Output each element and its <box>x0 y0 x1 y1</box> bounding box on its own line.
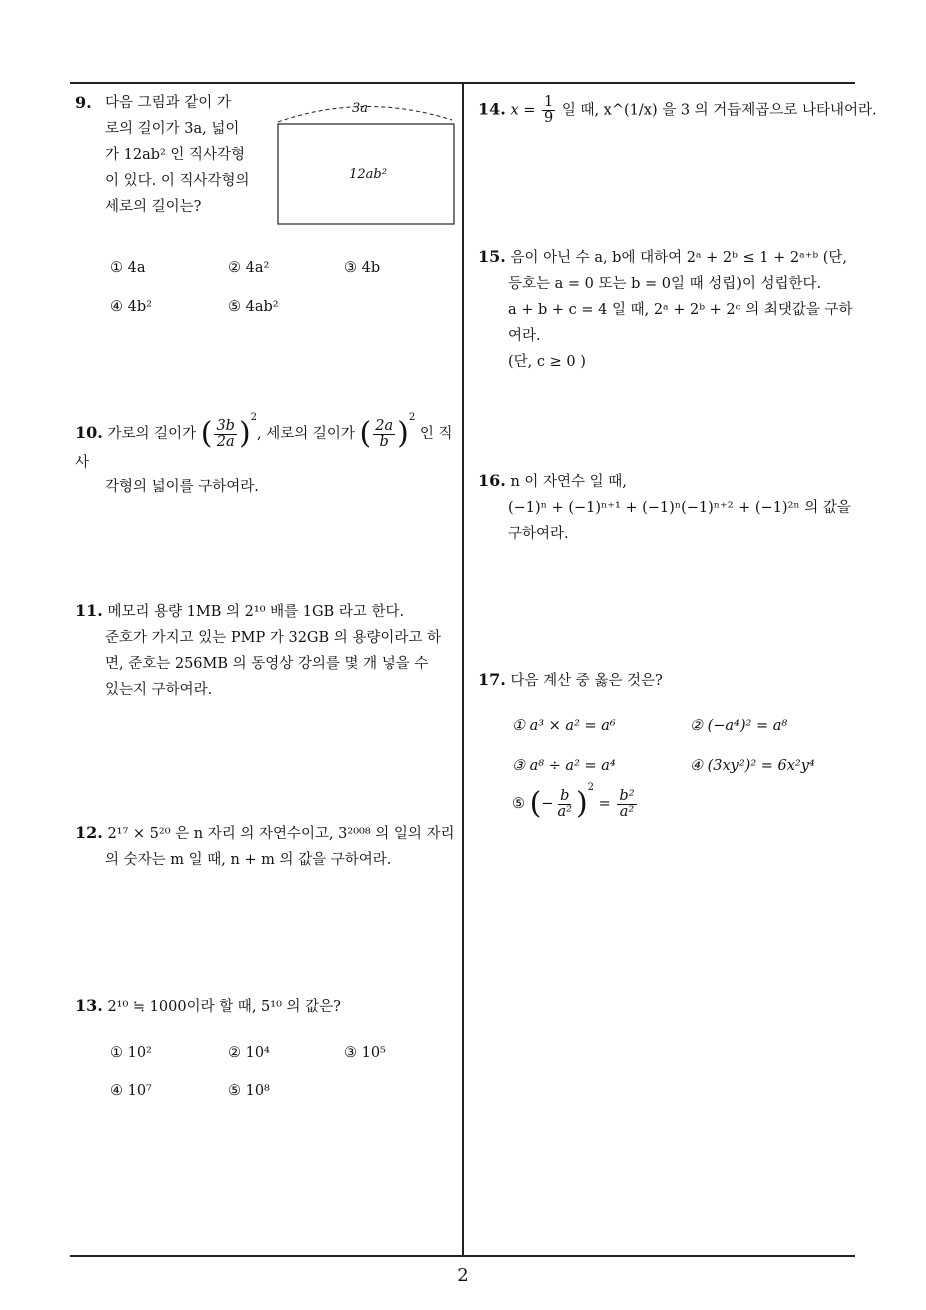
q17-option-1[interactable]: ① a³ × a² = a⁶ <box>512 718 616 734</box>
left-paren: ( <box>529 786 542 821</box>
question-9 <box>75 90 265 215</box>
fraction <box>214 419 237 450</box>
numerator: b² <box>619 787 635 804</box>
question-number: 14. <box>478 99 506 119</box>
exponent: 2 <box>587 782 595 793</box>
q13-option-3[interactable]: ③ 10⁵ <box>344 1045 386 1061</box>
question-12 <box>75 820 460 873</box>
numerator: 1 <box>544 94 554 110</box>
text-line: 구하여라. <box>508 526 569 542</box>
question-15 <box>478 244 863 375</box>
minus-sign: − <box>541 796 554 812</box>
right-paren: ) <box>238 416 251 451</box>
area-label: 12ab² <box>349 167 387 182</box>
question-number: 10. <box>75 423 103 442</box>
numerator: 2a <box>375 417 394 434</box>
text-line: (−1)ⁿ + (−1)ⁿ⁺¹ + (−1)ⁿ(−1)ⁿ⁺² + (−1)²ⁿ 의 값을 <box>508 500 851 516</box>
question-16 <box>478 468 863 547</box>
text-line: 준호가 가지고 있는 PMP 가 32GB 의 용량이라고 하 <box>105 630 442 646</box>
fraction <box>617 789 636 820</box>
question-text: 인 직사 <box>75 426 453 471</box>
question-13 <box>75 993 460 1020</box>
q9-option-1[interactable]: ① 4a <box>110 260 146 276</box>
q13-option-5[interactable]: ⑤ 10⁸ <box>228 1083 270 1099</box>
text-line: 의 숫자는 m 일 때, n + m 의 값을 구하여라. <box>105 852 392 868</box>
question-number: 11. <box>75 601 103 620</box>
denominator: 9 <box>544 110 554 126</box>
text-line: 2¹⁷ × 5²⁰ 은 n 자리 의 자연수이고, 3²⁰⁰⁸ 의 일의 자리 <box>107 826 455 842</box>
text-line: a + b + c = 4 일 때, 2ᵃ + 2ᵇ + 2ᶜ 의 최댓값을 구하여라. <box>508 302 853 344</box>
question-17 <box>478 667 863 694</box>
exponent: 2 <box>408 412 416 423</box>
question-text: 각형의 넓이를 구하여라. <box>105 478 259 495</box>
text-line: n 이 자연수 일 때, <box>510 474 627 490</box>
question-14 <box>478 94 877 126</box>
question-number: 9. <box>75 93 92 112</box>
q17-option-2[interactable]: ② (−a⁴)² = a⁸ <box>690 718 788 734</box>
question-number: 13. <box>75 996 103 1015</box>
q9-option-3[interactable]: ③ 4b <box>344 260 381 276</box>
text-line: 면, 준호는 256MB 의 동영상 강의를 몇 개 넣을 수 <box>105 656 429 672</box>
right-paren: ) <box>397 416 409 451</box>
q9-option-5[interactable]: ⑤ 4ab² <box>228 299 279 315</box>
text-line: 가 12ab² 인 직사각형 <box>105 147 246 163</box>
question-text: 가로의 길이가 <box>107 426 197 442</box>
q13-option-4[interactable]: ④ 10⁷ <box>110 1083 152 1099</box>
q17-option-4[interactable]: ④ (3xy²)² = 6x²y⁴ <box>690 758 815 774</box>
question-text: 일 때, x^(1/x) 을 3 의 거듭제곱으로 나타내어라. <box>561 102 877 119</box>
denominator: a² <box>619 803 635 820</box>
question-number: 12. <box>75 823 103 842</box>
right-paren: ) <box>575 786 588 821</box>
fraction <box>373 419 395 450</box>
fraction <box>542 95 555 126</box>
q13-option-2[interactable]: ② 10⁴ <box>228 1045 270 1061</box>
bottom-rule <box>70 1255 855 1257</box>
numerator: b <box>560 787 570 804</box>
rectangle-figure <box>272 96 462 231</box>
question-text: , 세로의 길이가 <box>257 426 355 442</box>
denominator: a² <box>557 803 572 820</box>
q17-option-3[interactable]: ③ a⁸ ÷ a² = a⁴ <box>512 758 616 774</box>
text-line: 세로의 길이는? <box>105 199 202 215</box>
q13-option-1[interactable]: ① 10² <box>110 1045 152 1061</box>
text-line: 있는지 구하여라. <box>105 682 213 698</box>
page-number: 2 <box>457 1265 469 1286</box>
column-divider <box>462 82 464 1257</box>
left-paren: ( <box>200 416 213 451</box>
text-line: 로의 길이가 3a, 넓이 <box>105 121 240 137</box>
question-number: 16. <box>478 471 506 490</box>
width-label: 3a <box>351 101 369 116</box>
text-line: 메모리 용량 1MB 의 2¹⁰ 배를 1GB 라고 한다. <box>107 604 405 620</box>
q9-option-4[interactable]: ④ 4b² <box>110 299 152 315</box>
fraction <box>555 789 573 820</box>
question-text: x = <box>510 102 536 119</box>
option-label: ⑤ <box>512 796 525 812</box>
text-line: 음이 아닌 수 a, b에 대하여 2ᵃ + 2ᵇ ≤ 1 + 2ᵃ⁺ᵇ (단, <box>510 250 848 266</box>
question-text <box>105 90 285 220</box>
exponent: 2 <box>250 412 258 423</box>
denominator: 2a <box>216 433 235 450</box>
numerator: 3b <box>216 417 235 434</box>
text-line: (단, c ≥ 0 ) <box>508 354 586 370</box>
question-11 <box>75 598 460 703</box>
denominator: b <box>379 433 389 450</box>
left-paren: ( <box>359 416 372 451</box>
question-text: 2¹⁰ ≒ 1000이라 할 때, 5¹⁰ 의 값은? <box>107 999 341 1015</box>
question-10 <box>75 412 460 500</box>
question-number: 15. <box>478 247 506 266</box>
question-text: 다음 계산 중 옳은 것은? <box>510 673 663 689</box>
text-line: 다음 그림과 같이 가 <box>105 95 231 111</box>
text-line: 등호는 a = 0 또는 b = 0일 때 성립)이 성립한다. <box>508 276 822 292</box>
q9-option-2[interactable]: ② 4a² <box>228 260 270 276</box>
equals-sign: = <box>598 796 611 812</box>
text-line: 이 있다. 이 직사각형의 <box>105 173 250 189</box>
question-number: 17. <box>478 670 506 689</box>
q17-option-5[interactable] <box>512 782 639 821</box>
